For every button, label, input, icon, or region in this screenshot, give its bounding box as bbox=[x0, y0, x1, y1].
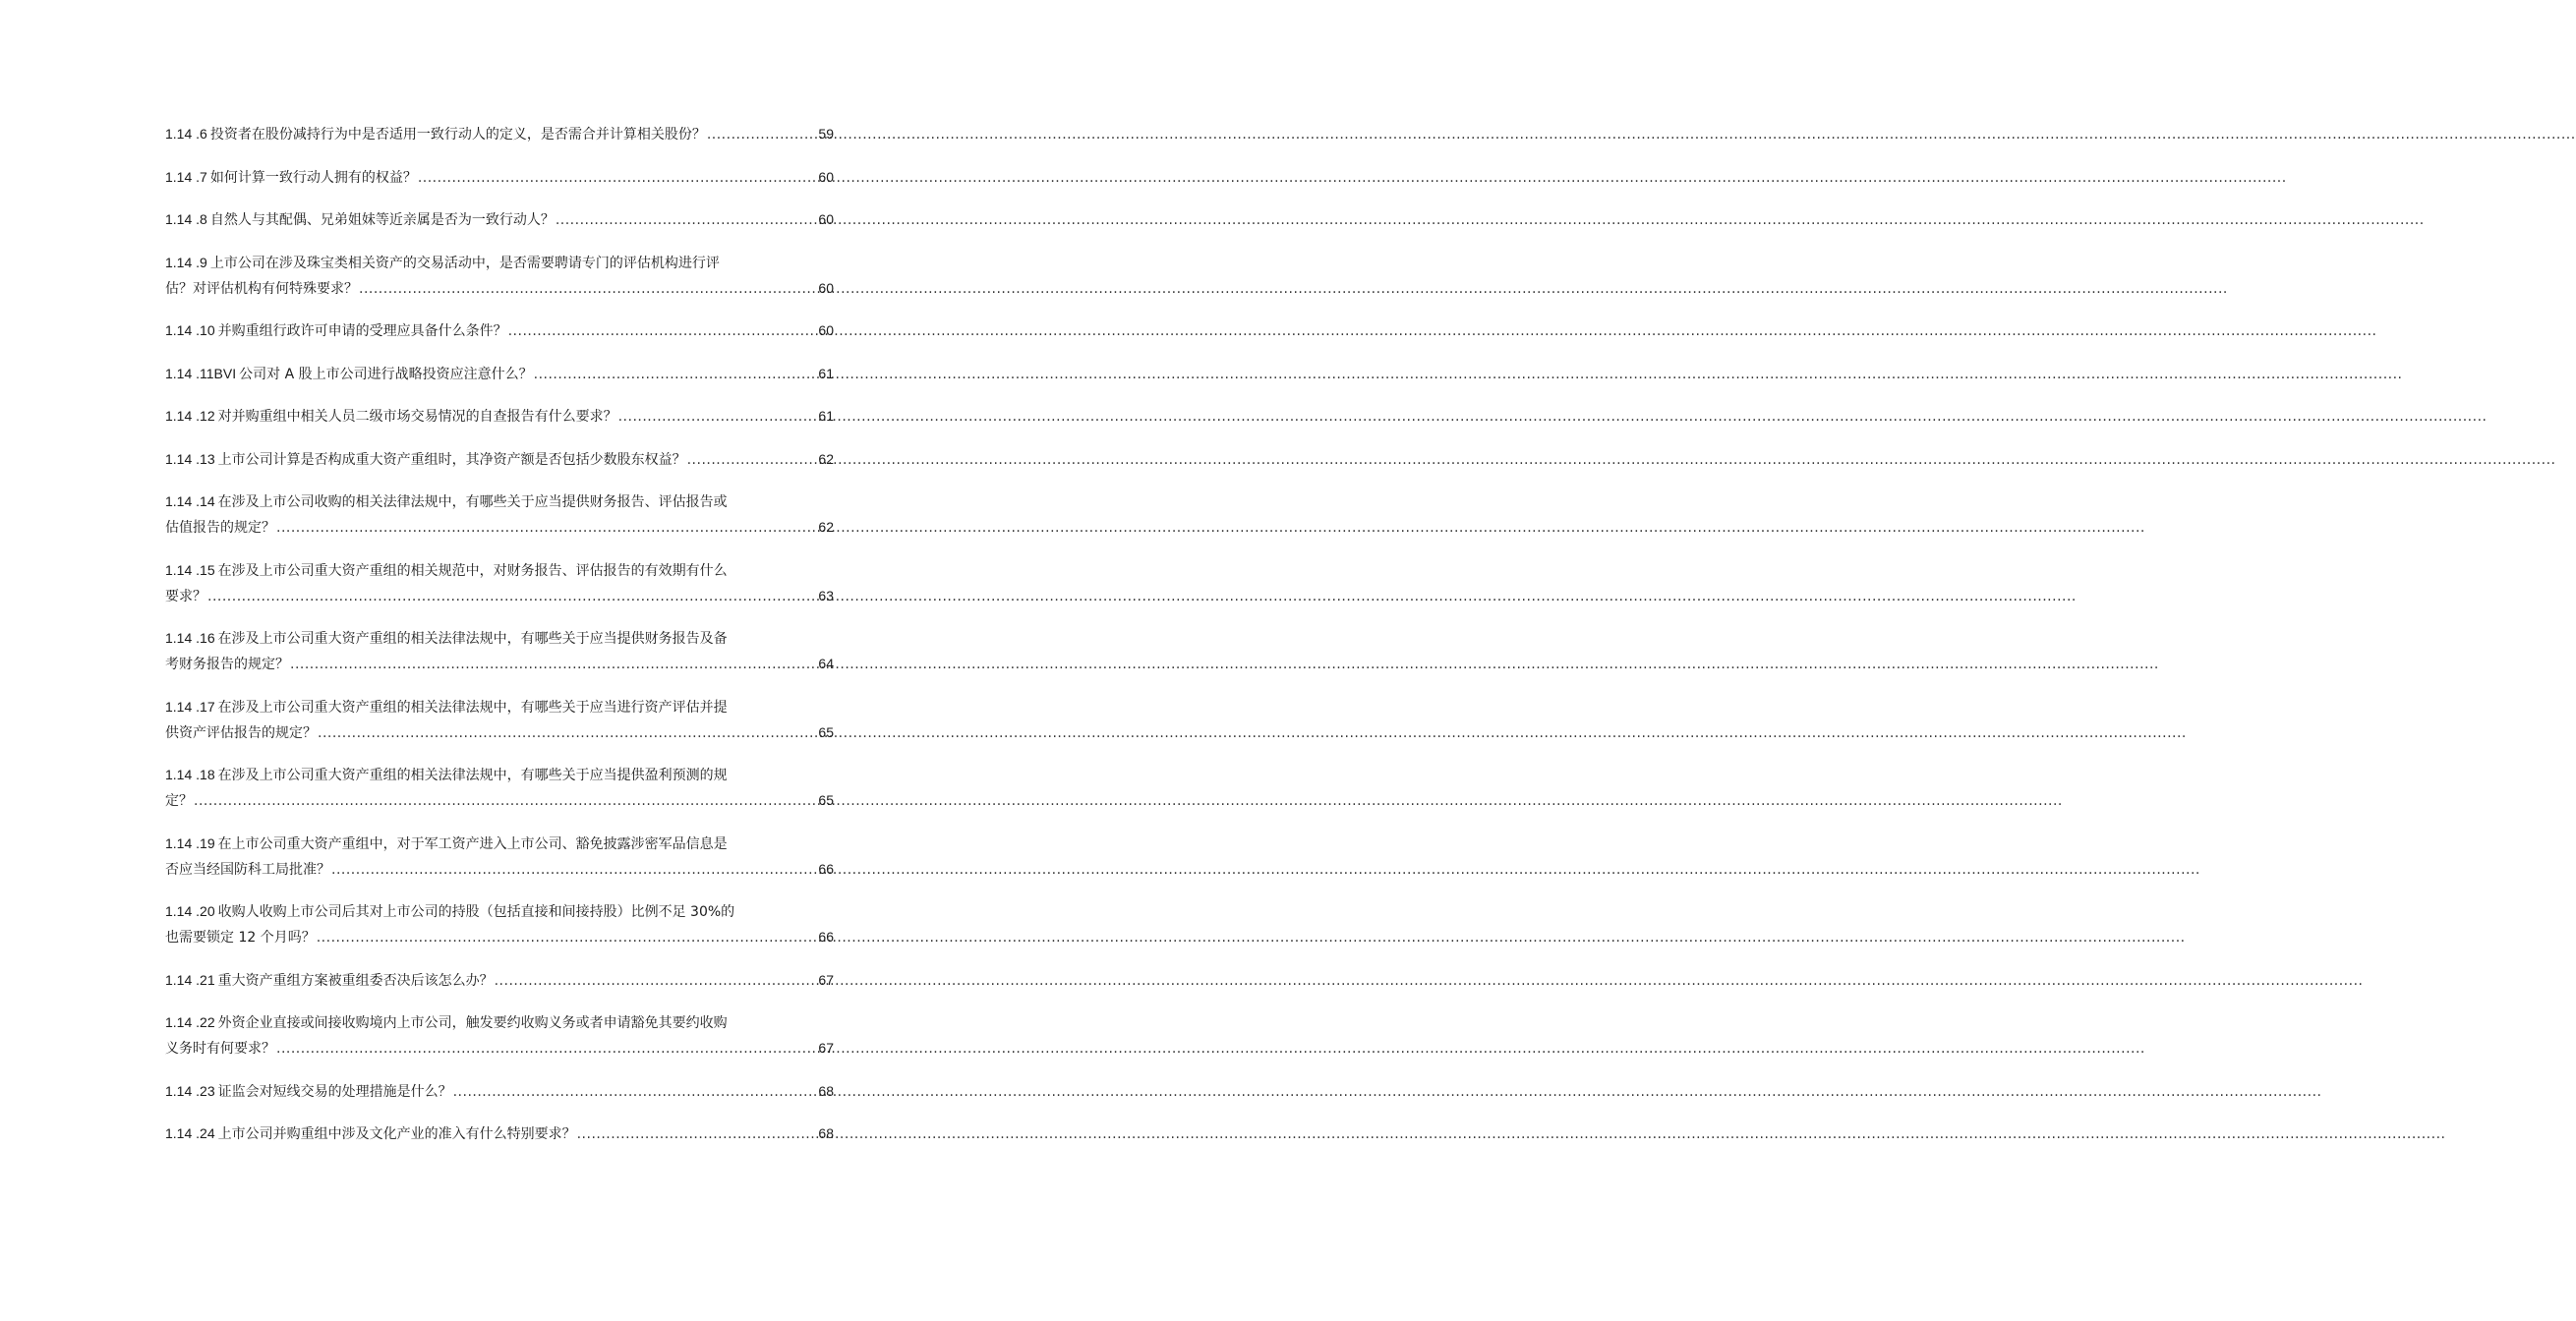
toc-entry-page-number: 60 bbox=[818, 211, 834, 227]
dot-leader bbox=[687, 448, 818, 473]
dot-leader bbox=[359, 277, 817, 302]
toc-entry-number: 1.14 .14 bbox=[165, 493, 215, 509]
toc-entry-line bbox=[165, 925, 834, 950]
toc-entry-number: 1.14 .12 bbox=[165, 408, 215, 424]
dot-leader bbox=[618, 405, 818, 430]
toc-entry-line bbox=[165, 276, 834, 302]
toc-entry-title: 估值报告的规定？ bbox=[165, 520, 275, 536]
toc-entry-title: 上市公司在涉及珠宝类相关资产的交易活动中，是否需要聘请专门的评估机构进行评 bbox=[209, 255, 720, 271]
toc-entry-line bbox=[165, 447, 834, 473]
toc-entry-title: 证监会对短线交易的处理措施是什么？ bbox=[217, 1083, 452, 1100]
toc-entry[interactable] bbox=[165, 362, 834, 387]
toc-entry[interactable] bbox=[165, 318, 834, 344]
dot-leader bbox=[207, 585, 817, 609]
toc-entry-line bbox=[165, 1036, 834, 1062]
toc-entry[interactable] bbox=[165, 1121, 834, 1147]
toc-entry-title: 自然人与其配偶、兄弟姐妹等近亲属是否为一致行动人？ bbox=[209, 212, 555, 228]
toc-entry-number: 1.14 .10 bbox=[165, 322, 215, 338]
toc-entry-page-number: 61 bbox=[818, 365, 834, 381]
toc-entry[interactable] bbox=[165, 122, 834, 147]
toc-entry-page-number: 62 bbox=[818, 519, 834, 535]
toc-entry-number: 1.14 .8 bbox=[165, 211, 207, 227]
dot-leader bbox=[453, 1080, 818, 1105]
toc-entry-title: 公司对 A 股上市公司进行战略投资应注意什么？ bbox=[239, 366, 533, 382]
dot-leader bbox=[418, 166, 818, 191]
toc-entry[interactable] bbox=[165, 165, 834, 191]
dot-leader bbox=[194, 789, 817, 814]
toc-entry-line bbox=[165, 362, 834, 387]
toc-entry-line bbox=[165, 1121, 834, 1147]
toc-entry[interactable] bbox=[165, 207, 834, 233]
toc-entry-line bbox=[165, 404, 834, 430]
toc-entry-line bbox=[165, 1010, 834, 1036]
toc-entry-line bbox=[165, 318, 834, 344]
toc-entry-line bbox=[165, 515, 834, 541]
toc-entry-line bbox=[165, 695, 834, 720]
dot-leader bbox=[508, 319, 818, 344]
toc-entry-title: 在涉及上市公司重大资产重组的相关规范中，对财务报告、评估报告的有效期有什么 bbox=[217, 562, 728, 579]
toc-entry-number: 1.14 .7 bbox=[165, 168, 207, 185]
dot-leader bbox=[317, 926, 818, 950]
toc-entry[interactable] bbox=[165, 626, 834, 677]
table-of-contents bbox=[165, 122, 834, 1165]
toc-entry-page-number: 65 bbox=[818, 723, 834, 740]
toc-entry-line bbox=[165, 122, 834, 147]
toc-entry-title: 上市公司并购重组中涉及文化产业的准入有什么特别要求？ bbox=[217, 1126, 576, 1142]
toc-entry[interactable] bbox=[165, 251, 834, 302]
toc-entry-line bbox=[165, 165, 834, 191]
toc-entry-page-number: 63 bbox=[818, 587, 834, 603]
toc-entry-line bbox=[165, 720, 834, 746]
toc-entry-title: 外资企业直接或间接收购境内上市公司，触发要约收购义务或者申请豁免其要约收购 bbox=[217, 1015, 728, 1031]
dot-leader bbox=[276, 1037, 817, 1062]
toc-entry-line bbox=[165, 763, 834, 788]
toc-entry-line bbox=[165, 207, 834, 233]
dot-leader bbox=[707, 123, 818, 147]
toc-entry-title: 上市公司计算是否构成重大资产重组时，其净资产额是否包括少数股东权益？ bbox=[217, 451, 686, 468]
toc-entry-page-number: 60 bbox=[818, 168, 834, 185]
toc-entry-title: 估？对评估机构有何特殊要求？ bbox=[165, 280, 358, 297]
toc-entry[interactable] bbox=[165, 695, 834, 746]
toc-entry-title: 在上市公司重大资产重组中，对于军工资产进入上市公司、豁免披露涉密军品信息是 bbox=[217, 835, 728, 852]
toc-entry[interactable] bbox=[165, 899, 834, 950]
toc-entry-title: 考财务报告的规定？ bbox=[165, 657, 289, 672]
toc-entry-line bbox=[165, 626, 834, 652]
toc-entry-page-number: 68 bbox=[818, 1125, 834, 1141]
toc-entry-title: 重大资产重组方案被重组委否决后该怎么办？ bbox=[217, 972, 494, 989]
toc-entry-line bbox=[165, 899, 834, 925]
toc-entry-title: 对并购重组中相关人员二级市场交易情况的自查报告有什么要求？ bbox=[217, 409, 617, 425]
toc-entry-page-number: 66 bbox=[818, 929, 834, 945]
toc-entry-line bbox=[165, 489, 834, 515]
toc-entry-number: 1.14 .6 bbox=[165, 126, 207, 142]
toc-entry-title: 如何计算一致行动人拥有的权益？ bbox=[209, 169, 417, 186]
toc-entry-page-number: 60 bbox=[818, 322, 834, 338]
toc-entry-page-number: 60 bbox=[818, 279, 834, 296]
toc-entry-page-number: 68 bbox=[818, 1082, 834, 1099]
toc-entry-page-number: 67 bbox=[818, 1040, 834, 1056]
toc-entry[interactable] bbox=[165, 404, 834, 430]
toc-entry-title: 投资者在股份减持行为中是否适用一致行动人的定义，是否需合并计算相关股份？ bbox=[209, 127, 706, 143]
toc-entry-title: 收购人收购上市公司后其对上市公司的持股（包括直接和间接持股）比例不足 30%的 bbox=[217, 904, 735, 920]
toc-entry-page-number: 59 bbox=[818, 126, 834, 142]
toc-entry-number: 1.14 .9 bbox=[165, 254, 207, 270]
toc-entry-title: 要求？ bbox=[165, 588, 206, 604]
toc-entry-number: 1.14 .17 bbox=[165, 698, 215, 715]
toc-entry-page-number: 67 bbox=[818, 971, 834, 988]
toc-entry[interactable] bbox=[165, 1010, 834, 1062]
toc-entry-number: 1.14 .19 bbox=[165, 834, 215, 851]
dot-leader bbox=[495, 969, 818, 994]
toc-entry-line bbox=[165, 251, 834, 276]
toc-entry-title: 并购重组行政许可申请的受理应具备什么条件？ bbox=[217, 323, 507, 339]
toc-entry-title: 在涉及上市公司重大资产重组的相关法律法规中，有哪些关于应当提供盈利预测的规 bbox=[217, 768, 728, 783]
toc-entry-line bbox=[165, 788, 834, 814]
dot-leader bbox=[318, 721, 817, 746]
dot-leader bbox=[556, 208, 818, 233]
dot-leader bbox=[276, 516, 817, 541]
toc-entry-number: 1.14 .21 bbox=[165, 971, 215, 988]
toc-entry-line bbox=[165, 857, 834, 883]
dot-leader bbox=[290, 653, 817, 677]
toc-entry-title: 在涉及上市公司重大资产重组的相关法律法规中，有哪些关于应当进行资产评估并提 bbox=[217, 699, 728, 716]
toc-entry-number: 1.14 .23 bbox=[165, 1082, 215, 1099]
toc-entry-line bbox=[165, 832, 834, 857]
toc-entry-number: 1.14 .15 bbox=[165, 561, 215, 578]
toc-entry[interactable] bbox=[165, 558, 834, 609]
toc-entry-number: 1.14 .13 bbox=[165, 450, 215, 467]
toc-entry-number: 1.14 .11BVI bbox=[165, 365, 237, 381]
toc-entry[interactable] bbox=[165, 763, 834, 814]
toc-entry-number: 1.14 .22 bbox=[165, 1014, 215, 1030]
toc-entry-number: 1.14 .18 bbox=[165, 767, 215, 782]
toc-entry-title: 在涉及上市公司收购的相关法律法规中，有哪些关于应当提供财务报告、评估报告或 bbox=[217, 494, 728, 510]
toc-entry[interactable] bbox=[165, 1079, 834, 1105]
toc-entry-page-number: 66 bbox=[818, 860, 834, 877]
dot-leader bbox=[331, 858, 817, 883]
toc-entry[interactable] bbox=[165, 447, 834, 473]
toc-entry-page-number: 64 bbox=[818, 656, 834, 671]
toc-entry-page-number: 65 bbox=[818, 792, 834, 808]
toc-entry-title: 否应当经国防科工局批准？ bbox=[165, 861, 330, 878]
toc-entry[interactable] bbox=[165, 832, 834, 883]
toc-entry-page-number: 61 bbox=[818, 408, 834, 424]
toc-entry-page-number: 62 bbox=[818, 450, 834, 467]
toc-entry-line bbox=[165, 1079, 834, 1105]
dot-leader bbox=[577, 1122, 818, 1147]
toc-entry-title: 义务时有何要求？ bbox=[165, 1041, 275, 1057]
toc-entry-line bbox=[165, 584, 834, 609]
toc-entry[interactable] bbox=[165, 968, 834, 994]
toc-entry[interactable] bbox=[165, 489, 834, 541]
toc-entry-title: 供资产评估报告的规定？ bbox=[165, 724, 317, 741]
toc-entry-line bbox=[165, 652, 834, 677]
toc-entry-number: 1.14 .16 bbox=[165, 630, 215, 646]
toc-entry-title: 在涉及上市公司重大资产重组的相关法律法规中，有哪些关于应当提供财务报告及备 bbox=[217, 631, 728, 647]
toc-entry-line bbox=[165, 968, 834, 994]
toc-entry-title: 定？ bbox=[165, 793, 193, 809]
toc-entry-number: 1.14 .24 bbox=[165, 1125, 215, 1141]
toc-entry-number: 1.14 .20 bbox=[165, 903, 215, 919]
toc-entry-title: 也需要锁定 12 个月吗？ bbox=[165, 930, 316, 946]
toc-entry-line bbox=[165, 558, 834, 584]
dot-leader bbox=[534, 363, 818, 387]
